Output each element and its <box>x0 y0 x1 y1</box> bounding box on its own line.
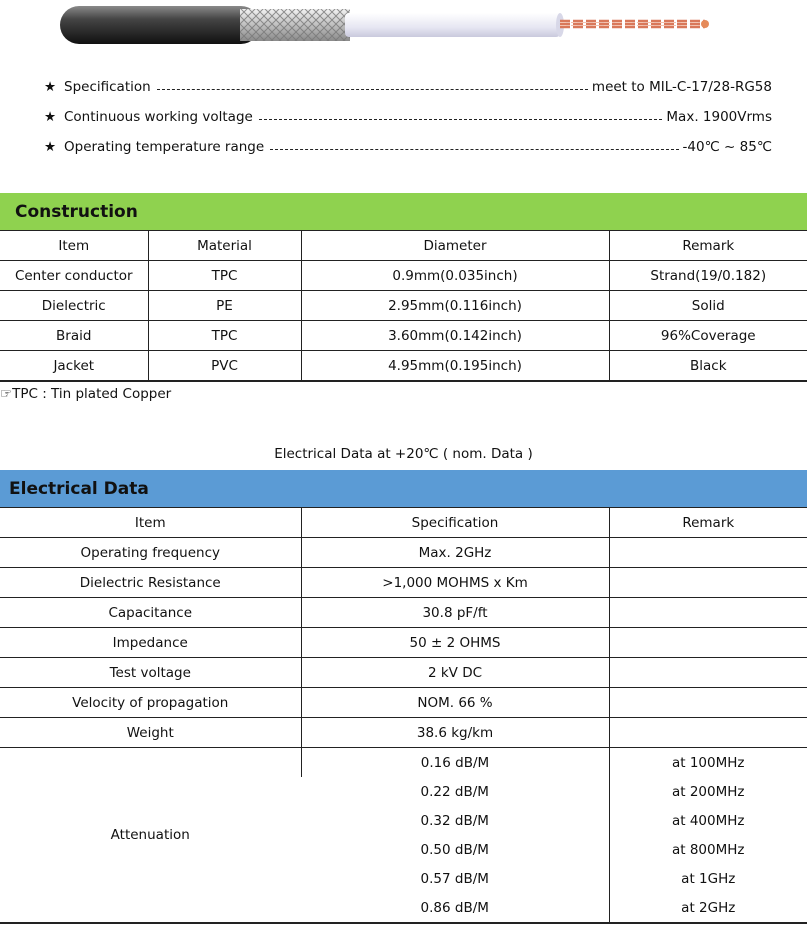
spec-row-working-voltage <box>44 107 772 127</box>
table-cell: 38.6 kg/km <box>301 718 609 748</box>
table-row <box>0 538 807 568</box>
spec-label: Continuous working voltage <box>64 109 253 125</box>
table-cell: Operating frequency <box>0 538 301 568</box>
star-icon: ★ <box>44 139 57 155</box>
table-row <box>0 718 807 748</box>
table-cell <box>609 598 807 628</box>
table-cell: Black <box>609 351 807 382</box>
table-row <box>0 351 807 382</box>
table-row <box>0 688 807 718</box>
table-row <box>0 568 807 598</box>
electrical-section-header <box>0 470 807 508</box>
coaxial-cable-image <box>0 0 807 60</box>
electrical-data-caption: Electrical Data at +20℃ ( nom. Data ) <box>274 446 533 462</box>
construction-section-header <box>0 193 807 231</box>
spec-row-temperature-range <box>44 137 772 157</box>
table-header-row <box>0 231 807 261</box>
table-cell <box>609 688 807 718</box>
table-cell: Jacket <box>0 351 148 382</box>
table-cell: PVC <box>148 351 301 382</box>
table-cell: 2 kV DC <box>301 658 609 688</box>
table-cell: TPC <box>148 321 301 351</box>
table-cell: Solid <box>609 291 807 321</box>
column-header: Remark <box>609 508 807 538</box>
table-cell: Max. 2GHz <box>301 538 609 568</box>
column-header: Material <box>148 231 301 261</box>
table-cell: 3.60mm(0.142inch) <box>301 321 609 351</box>
table-cell: 0.16 dB/M <box>301 748 609 778</box>
table-cell <box>609 628 807 658</box>
table-cell: Test voltage <box>0 658 301 688</box>
table-cell: NOM. 66 % <box>301 688 609 718</box>
table-cell: Center conductor <box>0 261 148 291</box>
table-cell <box>609 538 807 568</box>
table-cell: at 100MHz <box>609 748 807 778</box>
electrical-title: Electrical Data <box>9 479 149 499</box>
table-cell: at 400MHz <box>609 806 807 835</box>
column-header: Specification <box>301 508 609 538</box>
table-cell: >1,000 MOHMS x Km <box>301 568 609 598</box>
column-header: Item <box>0 508 301 538</box>
table-cell: Braid <box>0 321 148 351</box>
star-icon: ★ <box>44 79 57 95</box>
spec-value: Max. 1900Vrms <box>666 109 772 125</box>
table-cell <box>609 718 807 748</box>
leader-line <box>270 148 678 150</box>
spec-value: -40℃ ~ 85℃ <box>682 139 772 155</box>
table-cell <box>609 568 807 598</box>
spec-row-specification <box>44 77 772 97</box>
cable-dielectric <box>345 13 564 37</box>
spec-value: meet to MIL-C-17/28-RG58 <box>591 79 772 95</box>
table-cell: 0.57 dB/M <box>420 870 489 887</box>
table-cell: Velocity of propagation <box>0 688 301 718</box>
table-row <box>0 598 807 628</box>
cable-jacket <box>60 6 260 44</box>
table-cell: 96%Coverage <box>609 321 807 351</box>
column-header: Item <box>0 231 148 261</box>
construction-title: Construction <box>15 202 138 222</box>
column-header: Diameter <box>301 231 609 261</box>
table-row <box>0 658 807 688</box>
tpc-footnote: ☞TPC : Tin plated Copper <box>0 386 172 402</box>
table-row <box>0 628 807 658</box>
leader-line <box>157 88 588 90</box>
table-row <box>0 291 807 321</box>
table-cell: 30.8 pF/ft <box>301 598 609 628</box>
table-cell: at 2GHz <box>609 893 807 923</box>
table-cell: at 200MHz <box>609 777 807 806</box>
spec-label: Operating temperature range <box>64 139 265 155</box>
table-cell: 0.22 dB/M <box>420 783 489 800</box>
construction-table <box>0 230 807 382</box>
cable-center-conductor <box>560 20 709 28</box>
leader-line <box>259 118 663 120</box>
table-cell: PE <box>148 291 301 321</box>
column-header: Remark <box>609 231 807 261</box>
table-cell: 0.9mm(0.035inch) <box>301 261 609 291</box>
table-cell: TPC <box>148 261 301 291</box>
table-cell: 0.32 dB/M <box>420 812 489 829</box>
attenuation-label: Attenuation <box>0 748 301 924</box>
star-icon: ★ <box>44 109 57 125</box>
electrical-table <box>0 507 807 924</box>
spec-label: Specification <box>64 79 151 95</box>
table-cell: Capacitance <box>0 598 301 628</box>
table-row <box>0 261 807 291</box>
table-cell: 4.95mm(0.195inch) <box>301 351 609 382</box>
table-row <box>0 321 807 351</box>
table-cell: Dielectric <box>0 291 148 321</box>
table-cell: Strand(19/0.182) <box>609 261 807 291</box>
table-cell <box>609 658 807 688</box>
attenuation-row <box>0 748 807 778</box>
table-cell: Impedance <box>0 628 301 658</box>
table-cell: Dielectric Resistance <box>0 568 301 598</box>
table-header-row <box>0 508 807 538</box>
table-cell: 50 ± 2 OHMS <box>301 628 609 658</box>
cable-braid <box>240 9 350 41</box>
table-cell: at 800MHz <box>609 835 807 864</box>
table-cell: 0.50 dB/M <box>420 841 489 858</box>
table-cell: 2.95mm(0.116inch) <box>301 291 609 321</box>
table-cell: at 1GHz <box>609 864 807 893</box>
table-cell: 0.86 dB/M <box>301 893 609 923</box>
table-cell: Weight <box>0 718 301 748</box>
